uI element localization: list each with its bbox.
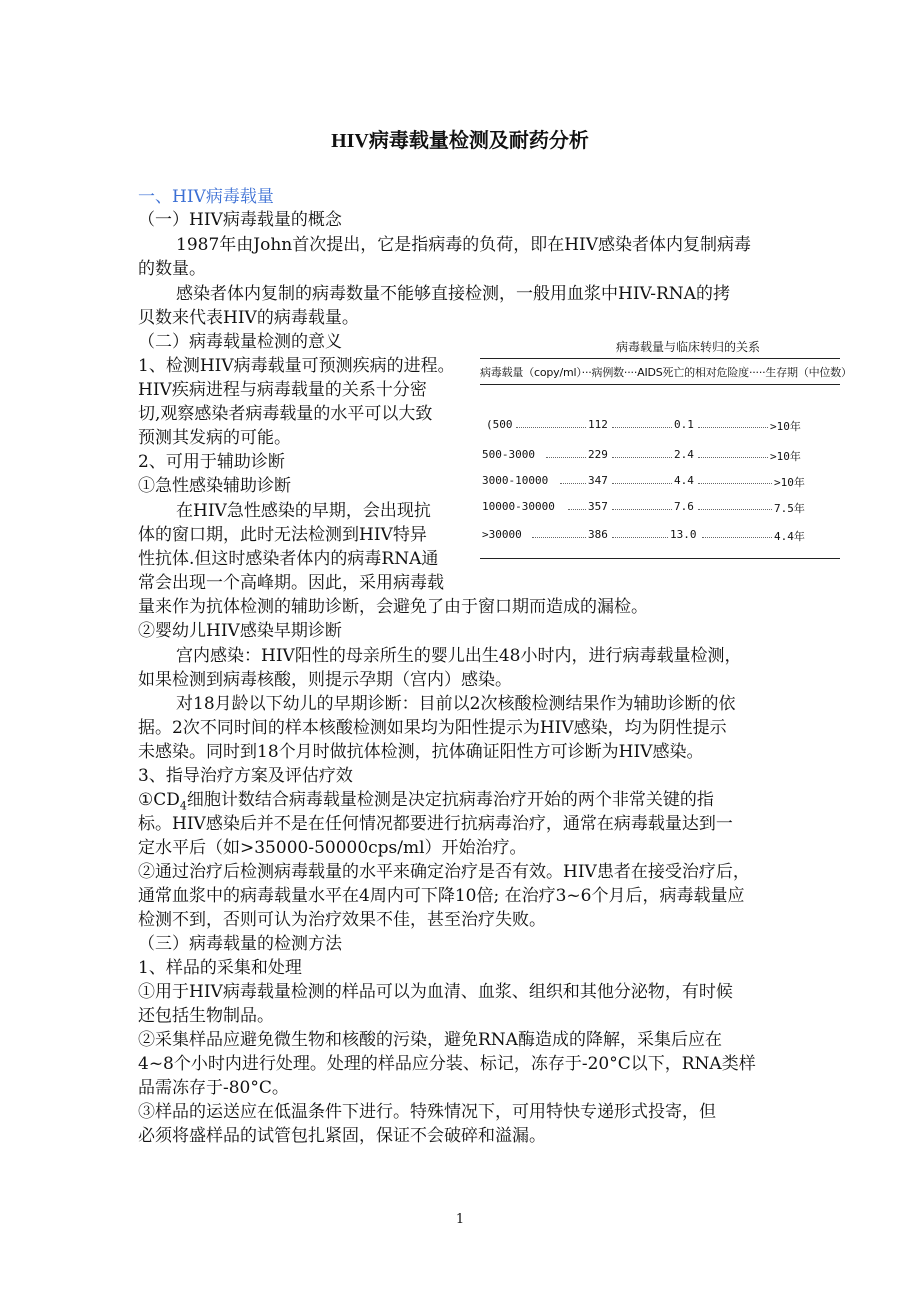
cell-risk: 13.0	[670, 528, 697, 541]
paragraph-line: 据。2次不同时间的样本核酸检测如果均为阳性提示为HIV感染，均为阴性提示	[138, 718, 727, 738]
paragraph-line: 如果检测到病毒核酸，则提示孕期（宫内）感染。	[138, 670, 512, 690]
paragraph-line: 宫内感染：HIV阳性的母亲所生的婴儿出生48小时内，进行病毒载量检测，	[176, 646, 742, 666]
cell-load: 3000-10000	[482, 474, 549, 487]
viral-load-table-figure	[478, 330, 852, 565]
cell-cases: 229	[588, 448, 608, 461]
leader-dots	[698, 509, 772, 510]
paragraph-line: 量来作为抗体检测的辅助诊断，会避免了由于窗口期而造成的漏检。	[138, 597, 648, 617]
leader-dots	[560, 483, 586, 484]
paragraph-line: 品需冻存于-80°C。	[138, 1078, 289, 1098]
paragraph-text: 细胞计数结合病毒载量检测是决定抗病毒治疗开始的两个非常关键的指	[186, 790, 714, 810]
paragraph-line: 体的窗口期，此时无法检测到HIV特异	[138, 525, 427, 545]
leader-dots	[702, 537, 772, 538]
paragraph-line: 的数量。	[138, 259, 206, 279]
cell-survival: >10年	[770, 450, 801, 463]
paragraph-line: 未感染。同时到18个月时做抗体检测，抗体确证阳性方可诊断为HIV感染。	[138, 742, 704, 762]
subheading-aux-diagnosis: 2、可用于辅助诊断	[138, 452, 285, 472]
paragraph-line: 性抗体.但这时感染者体内的病毒RNA通	[138, 549, 439, 569]
paragraph-line: 贝数来代表HIV的病毒载量。	[138, 308, 359, 328]
table-top-rule	[480, 358, 840, 359]
cell-survival: 7.5年	[774, 502, 805, 515]
cell-survival: >10年	[774, 476, 805, 489]
paragraph-line: 常会出现一个高峰期。因此，采用病毒载	[138, 573, 444, 593]
leader-dots	[698, 427, 768, 428]
leader-dots	[532, 537, 586, 538]
leader-dots	[546, 457, 586, 458]
cell-load: (500	[486, 418, 513, 431]
subheading-infant-diagnosis: ②婴幼儿HIV感染早期诊断	[138, 621, 342, 641]
cell-cases: 347	[588, 474, 608, 487]
paragraph-line: 预测其发病的可能。	[138, 428, 291, 448]
cell-risk: 4.4	[674, 474, 694, 487]
table-row	[480, 448, 840, 466]
cd4-subscript: 4	[179, 799, 187, 813]
subheading-acute-infection: ①急性感染辅助诊断	[138, 476, 291, 496]
section-heading-hiv-viral-load: 一、HIV病毒载量	[138, 187, 274, 207]
cd4-text: ①CD	[138, 790, 180, 810]
cell-cases: 357	[588, 500, 608, 513]
paragraph-line: 在HIV急性感染的早期，会出现抗	[176, 501, 431, 521]
subheading-treatment-guidance: 3、指导治疗方案及评估疗效	[138, 766, 353, 786]
cell-risk: 0.1	[674, 418, 694, 431]
table-row	[480, 474, 840, 492]
paragraph-line: HIV疾病进程与病毒载量的关系十分密	[138, 380, 427, 400]
subheading-concept: （一）HIV病毒载量的概念	[138, 210, 342, 230]
leader-dots	[612, 427, 672, 428]
leader-dots	[612, 457, 672, 458]
leader-dots	[612, 483, 672, 484]
leader-dots	[698, 457, 768, 458]
cell-cases: 386	[588, 528, 608, 541]
cell-risk: 2.4	[674, 448, 694, 461]
cell-cases: 112	[588, 418, 608, 431]
table-header-rule	[480, 384, 840, 385]
leader-dots	[612, 537, 668, 538]
subheading-detection-methods: （三）病毒载量的检测方法	[138, 934, 342, 954]
page-number: 1	[455, 1212, 465, 1227]
subheading-significance: （二）病毒载量检测的意义	[138, 332, 342, 352]
paragraph-line: ③样品的运送应在低温条件下进行。特殊情况下，可用特快专递形式投寄，但	[138, 1102, 716, 1122]
paragraph-line: 定水平后（如>35000-50000cps/ml）开始治疗。	[138, 838, 527, 858]
paragraph-line: 必须将盛样品的试管包扎紧固，保证不会破碎和溢漏。	[138, 1126, 546, 1146]
paragraph-line: 4~8个小时内进行处理。处理的样品应分装、标记，冻存于-20°C以下，RNA类样	[138, 1054, 756, 1074]
subheading-sample-collection: 1、样品的采集和处理	[138, 958, 302, 978]
cell-survival: 4.4年	[774, 530, 805, 543]
leader-dots	[612, 509, 672, 510]
cell-load: 500-3000	[482, 448, 535, 461]
paragraph-line: 对18月龄以下幼儿的早期诊断：目前以2次核酸检测结果作为辅助诊断的依	[176, 694, 736, 714]
leader-dots	[516, 427, 586, 428]
leader-dots	[568, 509, 586, 510]
document-title: HIV病毒载量检测及耐药分析	[331, 130, 589, 152]
table-title: 病毒载量与临床转归的关系	[616, 340, 761, 354]
paragraph-line: 感染者体内复制的病毒数量不能够直接检测，一般用血浆中HIV-RNA的拷	[176, 284, 730, 304]
paragraph-line: 通常血浆中的病毒载量水平在4周内可下降10倍; 在治疗3~6个月后，病毒载量应	[138, 886, 745, 906]
cell-survival: >10年	[770, 420, 801, 433]
cell-risk: 7.6	[674, 500, 694, 513]
paragraph-line: ①用于HIV病毒载量检测的样品可以为血清、血浆、组织和其他分泌物，有时候	[138, 982, 733, 1002]
paragraph-line: 切,观察感染者病毒载量的水平可以大致	[138, 404, 433, 424]
table-bottom-rule	[480, 558, 840, 559]
table-row	[480, 528, 840, 546]
paragraph-line: 标。HIV感染后并不是在任何情况都要进行抗病毒治疗，通常在病毒载量达到一	[138, 814, 733, 834]
paragraph-line: 1987年由John首次提出，它是指病毒的负荷，即在HIV感染者体内复制病毒	[176, 235, 752, 255]
table-row	[480, 500, 840, 518]
paragraph-line: 1、检测HIV病毒载量可预测疾病的进程。	[138, 356, 455, 376]
table-row	[480, 418, 840, 436]
cell-load: 10000-30000	[482, 500, 555, 513]
paragraph-line: 检测不到，否则可认为治疗效果不佳，甚至治疗失败。	[138, 910, 546, 930]
paragraph-line: ②采集样品应避免微生物和核酸的污染，避免RNA酶造成的降解，采集后应在	[138, 1030, 722, 1050]
leader-dots	[698, 483, 772, 484]
paragraph-line: 还包括生物制品。	[138, 1006, 274, 1026]
paragraph-line: ②通过治疗后检测病毒载量的水平来确定治疗是否有效。HIV患者在接受治疗后，	[138, 862, 750, 882]
table-header: 病毒载量（copy/ml）···病例数····AIDS死亡的相对危险度·····生存期（中位数）	[480, 366, 852, 379]
cell-load: >30000	[482, 528, 522, 541]
